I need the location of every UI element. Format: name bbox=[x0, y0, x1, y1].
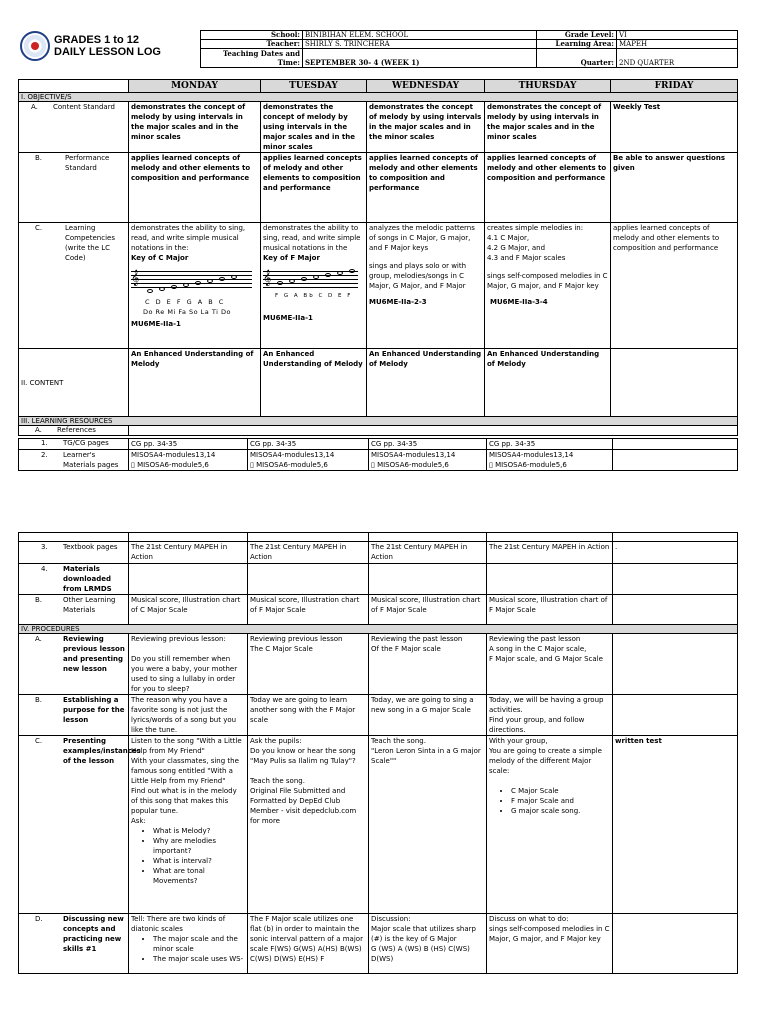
presenting-wed-2: "Leron Leron Sinta in a G major Scale"" bbox=[371, 747, 481, 765]
note-letters: C D E F G A B C bbox=[145, 298, 226, 306]
references-label bbox=[19, 426, 129, 436]
other-materials-row bbox=[19, 595, 738, 625]
reviewing-thu-2: A song in the C Major scale, bbox=[489, 645, 587, 653]
note-letters: F G A Bb C D E F bbox=[275, 293, 353, 299]
row-label: Presenting examples/instances of the lesson bbox=[63, 737, 141, 765]
treble-clef-icon: 𝄞 bbox=[263, 270, 272, 286]
row-label: Textbook pages bbox=[63, 543, 118, 551]
competency-text-2: sings and plays solo or with group, melodies/songs in C Major, G Major, and F Major bbox=[369, 262, 467, 290]
row-number: 1. bbox=[41, 439, 48, 447]
presenting-tue bbox=[248, 736, 369, 914]
content-wed: An Enhanced Understanding of Melody bbox=[367, 349, 485, 417]
textbook-thu: The 21st Century MAPEH in Action bbox=[487, 542, 613, 564]
dates-value: SEPTEMBER 30- 4 (WEEK 1) bbox=[303, 49, 537, 68]
day-thursday: THURSDAY bbox=[485, 80, 611, 93]
competencies-mon bbox=[129, 223, 261, 349]
lm-pages-label bbox=[19, 450, 129, 471]
row-number: B. bbox=[35, 596, 43, 604]
purpose-wed: Today, we are going to sing a new song in a G major Scale bbox=[369, 695, 487, 736]
presenting-tue-4: Original File Submitted and Formatted by DepEd Club Member - visit depedclub.com for more bbox=[250, 787, 357, 825]
blank-cell bbox=[19, 533, 129, 542]
other-tue: Musical score, Illustration chart of F Major Scale bbox=[248, 595, 369, 625]
quarter-text: 2ND QUARTER bbox=[619, 59, 675, 67]
row-label: Learning Competencies bbox=[65, 224, 115, 242]
reviewing-tue-1: Reviewing previous lesson bbox=[250, 635, 343, 643]
discussing-thu-1: Discuss on what to do: bbox=[489, 915, 569, 923]
deped-seal-logo bbox=[20, 31, 50, 61]
title-line-2: DAILY LESSON LOG bbox=[54, 46, 161, 58]
discussing-label bbox=[19, 914, 129, 974]
presenting-wed-1: Teach the song. bbox=[371, 737, 426, 745]
c-major-staff-image bbox=[131, 269, 258, 291]
textbook-mon: The 21st Century MAPEH in Action bbox=[129, 542, 248, 564]
treble-clef-icon: 𝄞 bbox=[131, 270, 140, 286]
lm-mon bbox=[129, 450, 248, 471]
competency-item-3: 4.3 and F Major scales bbox=[487, 254, 566, 262]
tg-pages-label bbox=[19, 439, 129, 450]
corner-cell bbox=[19, 80, 129, 93]
row-number: 4. bbox=[41, 565, 48, 573]
lm-pages-row bbox=[19, 450, 738, 471]
lesson-log-table-page-2 bbox=[18, 532, 738, 974]
presenting-thu-1: With your group, bbox=[489, 737, 548, 745]
procedures-heading: IV. PROCEDURES bbox=[19, 625, 738, 634]
lm-line-2: ▯ MISOSA6-module5,6 bbox=[131, 461, 209, 469]
reviewing-thu-3: F Major scale, and G Major Scale bbox=[489, 655, 603, 663]
content-standard-fri: Weekly Test bbox=[611, 102, 738, 153]
key-title: Key of C Major bbox=[131, 254, 189, 262]
discussing-wed bbox=[369, 914, 487, 974]
reviewing-tue-2: The C Major Scale bbox=[250, 645, 313, 653]
procedures-heading-row bbox=[19, 625, 738, 634]
discussing-wed-2: Major scale that utilizes sharp (#) is the key of G Major bbox=[371, 925, 476, 943]
lm-line-2: ▯ MISOSA6-module5,6 bbox=[489, 461, 567, 469]
lm-fri bbox=[613, 450, 738, 471]
scale-item: • C Major Scale bbox=[511, 786, 610, 796]
row-label: Learner's Materials pages bbox=[63, 451, 119, 469]
reviewing-mon-2: Do you still remember when you were a baby, your mother used to sing a lullaby in order for you to sleep? bbox=[131, 655, 238, 693]
row-number: A. bbox=[35, 426, 42, 434]
competency-text: demonstrates the ability to sing, read, and write simple musical notations in the: bbox=[131, 224, 246, 252]
textbook-wed: The 21st Century MAPEH in Action bbox=[369, 542, 487, 564]
lm-line-2: ▯ MISOSA6-module5,6 bbox=[250, 461, 328, 469]
textbook-row bbox=[19, 542, 738, 564]
objectives-heading-row bbox=[19, 93, 738, 102]
row-number: B. bbox=[35, 154, 43, 162]
presenting-mon bbox=[129, 736, 248, 914]
tg-thu: CG pp. 34-35 bbox=[487, 439, 613, 450]
reviewing-mon bbox=[129, 634, 248, 695]
references-empty bbox=[129, 426, 738, 436]
textbook-fri: . bbox=[613, 542, 738, 564]
question-item: • What is Melody? bbox=[153, 826, 245, 836]
purpose-row bbox=[19, 695, 738, 736]
resources-heading-row bbox=[19, 417, 738, 426]
learning-competencies-row bbox=[19, 223, 738, 349]
row-number: D. bbox=[35, 915, 43, 923]
other-thu: Musical score, Illustration chart of F Major Scale bbox=[487, 595, 613, 625]
discussing-wed-1: Discussion: bbox=[371, 915, 411, 923]
discussing-tue: The F Major scale utilizes one flat (b) in order to maintain the sonic interval pattern of a major scale F(WS) G(WS) A(HS) B(WS) C(WS) D(WS) E(HS) F bbox=[248, 914, 369, 974]
row-number: A. bbox=[31, 103, 38, 111]
content-standard-label bbox=[19, 102, 129, 153]
competencies-tue bbox=[261, 223, 367, 349]
references-row bbox=[19, 426, 738, 436]
dates-label-line-2: Time: bbox=[277, 58, 300, 67]
question-item: • Why are melodies important? bbox=[153, 836, 245, 856]
log-title bbox=[54, 34, 161, 58]
performance-standard-tue: applies learned concepts of melody and other elements to composition and performance bbox=[261, 153, 367, 223]
purpose-label bbox=[19, 695, 129, 736]
other-fri bbox=[613, 595, 738, 625]
competency-text: analyzes the melodic patterns of songs in C Major, G major, and F Major keys bbox=[369, 224, 475, 252]
presenting-mon-ask: Ask: bbox=[131, 817, 146, 825]
reviewing-row bbox=[19, 634, 738, 695]
question-list bbox=[131, 826, 245, 886]
tg-fri bbox=[613, 439, 738, 450]
purpose-mon: The reason why you have a favorite song is not just the lyrics/words of a song but you like the tune. bbox=[129, 695, 248, 736]
performance-standard-mon: applies learned concepts of melody and other elements to composition and performance bbox=[129, 153, 261, 223]
performance-standard-label bbox=[19, 153, 129, 223]
lc-code: MU6ME-IIa-1 bbox=[263, 314, 313, 322]
blank-top-row bbox=[19, 533, 738, 542]
row-number: 3. bbox=[41, 543, 48, 551]
reviewing-wed-1: Reviewing the past lesson bbox=[371, 635, 463, 643]
discussing-mon bbox=[129, 914, 248, 974]
content-tue: An Enhanced Understanding of Melody bbox=[261, 349, 367, 417]
purpose-thu-1: Today, we will be having a group activities. bbox=[489, 696, 604, 714]
content-standard-wed: demonstrates the concept of melody by using intervals in the major scales and in the minor scales bbox=[367, 102, 485, 153]
competency-text-2: sings self-composed melodies in C Major, G major, and F Major key bbox=[487, 272, 608, 290]
reviewing-thu bbox=[487, 634, 613, 695]
reviewing-tue bbox=[248, 634, 369, 695]
scale-list bbox=[489, 786, 610, 816]
area-label: Learning Area: bbox=[537, 40, 617, 49]
other-wed: Musical score, Illustration chart of F Major Scale bbox=[369, 595, 487, 625]
discussing-row bbox=[19, 914, 738, 974]
competency-text: creates simple melodies in: bbox=[487, 224, 584, 232]
lm-line-1: MISOSA4-modules13,14 bbox=[131, 451, 216, 459]
lm-tue bbox=[248, 450, 369, 471]
dates-label-line-1: Teaching Dates and bbox=[222, 49, 300, 58]
lm-line-1: MISOSA4-modules13,14 bbox=[489, 451, 574, 459]
competency-text: demonstrates the ability to sing, read, and write simple musical notations in the bbox=[263, 224, 361, 252]
teacher-label: Teacher: bbox=[201, 40, 303, 49]
row-number: 2. bbox=[41, 451, 48, 459]
resources-heading: III. LEARNING RESOURCES bbox=[19, 417, 738, 426]
lm-line-1: MISOSA4-modules13,14 bbox=[371, 451, 456, 459]
row-number: C. bbox=[35, 737, 43, 745]
quarter-label: Quarter: bbox=[537, 49, 617, 68]
tg-mon: CG pp. 34-35 bbox=[129, 439, 248, 450]
competency-item-2: 4.2 G Major, and bbox=[487, 244, 546, 252]
reviewing-wed-2: Of the F Major scale bbox=[371, 645, 441, 653]
question-item: • What are tonal Movements? bbox=[153, 866, 245, 886]
row-number: B. bbox=[35, 696, 43, 704]
lm-wed bbox=[369, 450, 487, 471]
row-label: Materials downloaded from LRMDS bbox=[63, 565, 112, 593]
lc-code: MU6ME-IIa-1 bbox=[131, 320, 181, 328]
diatonic-item: • The major scale and the minor scale bbox=[153, 934, 245, 954]
performance-standard-row bbox=[19, 153, 738, 223]
lm-thu bbox=[487, 450, 613, 471]
performance-standard-wed: applies learned concepts of melody and other elements to composition and performance bbox=[367, 153, 485, 223]
grade-label: Grade Level: bbox=[537, 31, 617, 40]
content-row bbox=[19, 349, 738, 417]
row-sublabel: (write the LC Code) bbox=[65, 244, 111, 262]
purpose-thu bbox=[487, 695, 613, 736]
key-title: Key of F Major bbox=[263, 254, 320, 262]
content-thu: An Enhanced Understanding of Melody bbox=[485, 349, 611, 417]
content-mon: An Enhanced Understanding of Melody bbox=[129, 349, 261, 417]
resources-table-page-1 bbox=[18, 438, 738, 471]
presenting-thu-2: You are going to create a simple melody of the different Major scale: bbox=[489, 747, 602, 775]
day-monday: MONDAY bbox=[129, 80, 261, 93]
learning-competencies-label bbox=[19, 223, 129, 349]
content-standard-thu: demonstrates the concept of melody by using intervals in the major scales and in the minor scales bbox=[485, 102, 611, 153]
content-standard-row bbox=[19, 102, 738, 153]
question-item: • What is interval? bbox=[153, 856, 245, 866]
row-label: Other Learning Materials bbox=[63, 596, 116, 614]
presenting-mon-2: With your classmates, sing the famous song entitled "With a Little Help from my Friend" bbox=[131, 757, 239, 785]
scale-item: • G major scale song. bbox=[511, 806, 610, 816]
presenting-thu bbox=[487, 736, 613, 914]
tg-pages-row bbox=[19, 439, 738, 450]
row-label: Performance Standard bbox=[65, 154, 110, 172]
presenting-wed bbox=[369, 736, 487, 914]
grade-value: VI bbox=[617, 31, 738, 40]
row-label: Establishing a purpose for the lesson bbox=[63, 696, 125, 724]
diatonic-item: • The major scale uses WS- bbox=[153, 954, 245, 964]
row-label: Reviewing previous lesson and presenting new lesson bbox=[63, 635, 125, 673]
reviewing-thu-1: Reviewing the past lesson bbox=[489, 635, 581, 643]
lrmds-row bbox=[19, 564, 738, 595]
discussing-thu bbox=[487, 914, 613, 974]
performance-standard-thu: applies learned concepts of melody and other elements to composition and performance bbox=[485, 153, 611, 223]
content-standard-mon: demonstrates the concept of melody by using intervals in the major scales and in the minor scales bbox=[129, 102, 261, 153]
dates-label bbox=[201, 49, 303, 68]
lesson-log-table-page-1 bbox=[18, 79, 738, 436]
presenting-mon-3: Find out what is in the melody of this song that makes this popular tune. bbox=[131, 787, 237, 815]
day-header-row bbox=[19, 80, 738, 93]
textbook-tue: The 21st Century MAPEH in Action bbox=[248, 542, 369, 564]
lrmds-label bbox=[19, 564, 129, 595]
school-label: School: bbox=[201, 31, 303, 40]
lm-line-1: MISOSA4-modules13,14 bbox=[250, 451, 335, 459]
presenting-mon-1: Listen to the song "With a Little Help from My Friend" bbox=[131, 737, 242, 755]
competencies-wed bbox=[367, 223, 485, 349]
area-value: MAPEH bbox=[617, 40, 738, 49]
lm-line-2: ▯ MISOSA6-module5,6 bbox=[371, 461, 449, 469]
purpose-tue: Today we are going to learn another song with the F Major scale bbox=[248, 695, 369, 736]
objectives-heading: I. OBJECTIVE/S bbox=[19, 93, 738, 102]
discussing-mon-1: Tell: There are two kinds of diatonic scales bbox=[131, 915, 226, 933]
other-mon: Musical score, Illustration chart of C Major Scale bbox=[129, 595, 248, 625]
content-heading: II. CONTENT bbox=[19, 349, 129, 417]
teacher-value: SHIRLY S. TRINCHERA bbox=[303, 40, 537, 49]
title-line-1: GRADES 1 to 12 bbox=[54, 34, 139, 46]
reviewing-wed bbox=[369, 634, 487, 695]
other-materials-label bbox=[19, 595, 129, 625]
day-friday: FRIDAY bbox=[611, 80, 738, 93]
presenting-fri: written test bbox=[613, 736, 738, 914]
row-label: Content Standard bbox=[53, 103, 115, 111]
competency-item-1: 4.1 C Major, bbox=[487, 234, 530, 242]
header-info-table bbox=[200, 30, 738, 68]
school-value: BINIBIHAN ELEM. SCHOOL bbox=[303, 31, 537, 40]
diatonic-list bbox=[131, 934, 245, 964]
performance-standard-fri: Be able to answer questions given bbox=[611, 153, 738, 223]
competencies-fri: applies learned concepts of melody and other elements to composition and performance bbox=[611, 223, 738, 349]
lc-code: MU6ME-IIa-3-4 bbox=[490, 298, 548, 306]
content-standard-tue: demonstrates the concept of melody by using intervals in the major scales and in the minor scales bbox=[261, 102, 367, 153]
tg-tue: CG pp. 34-35 bbox=[248, 439, 369, 450]
purpose-thu-2: Find your group, and follow directions. bbox=[489, 716, 585, 734]
content-fri bbox=[611, 349, 738, 417]
presenting-tue-3: Teach the song. bbox=[250, 777, 305, 785]
solfa-syllables: Do Re Mi Fa So La Ti Do bbox=[143, 308, 231, 316]
presenting-tue-2: Do you know or hear the song "May Pulis sa Ilalim ng Tulay"? bbox=[250, 747, 356, 765]
lc-code: MU6ME-IIa-2-3 bbox=[369, 298, 427, 306]
scale-item: • F major Scale and bbox=[511, 796, 610, 806]
day-tuesday: TUESDAY bbox=[261, 80, 367, 93]
competencies-thu bbox=[485, 223, 611, 349]
presenting-tue-1: Ask the pupils: bbox=[250, 737, 302, 745]
day-wednesday: WEDNESDAY bbox=[367, 80, 485, 93]
reviewing-label bbox=[19, 634, 129, 695]
row-label: References bbox=[57, 426, 96, 434]
tg-wed: CG pp. 34-35 bbox=[369, 439, 487, 450]
row-number: C. bbox=[35, 224, 43, 232]
row-label: Discussing new concepts and practicing new skills #1 bbox=[63, 915, 124, 953]
discussing-wed-3: G (WS) A (WS) B (HS) C(WS) D(WS) bbox=[371, 945, 470, 963]
f-major-staff-image bbox=[263, 269, 364, 291]
row-label: TG/CG pages bbox=[63, 439, 109, 447]
quarter-value bbox=[617, 49, 738, 68]
row-number: A. bbox=[35, 635, 42, 643]
discussing-thu-2: sings self-composed melodies in C Major, G major, and F Major key bbox=[489, 925, 610, 943]
reviewing-mon-1: Reviewing previous lesson: bbox=[131, 635, 226, 643]
textbook-label bbox=[19, 542, 129, 564]
presenting-row bbox=[19, 736, 738, 914]
